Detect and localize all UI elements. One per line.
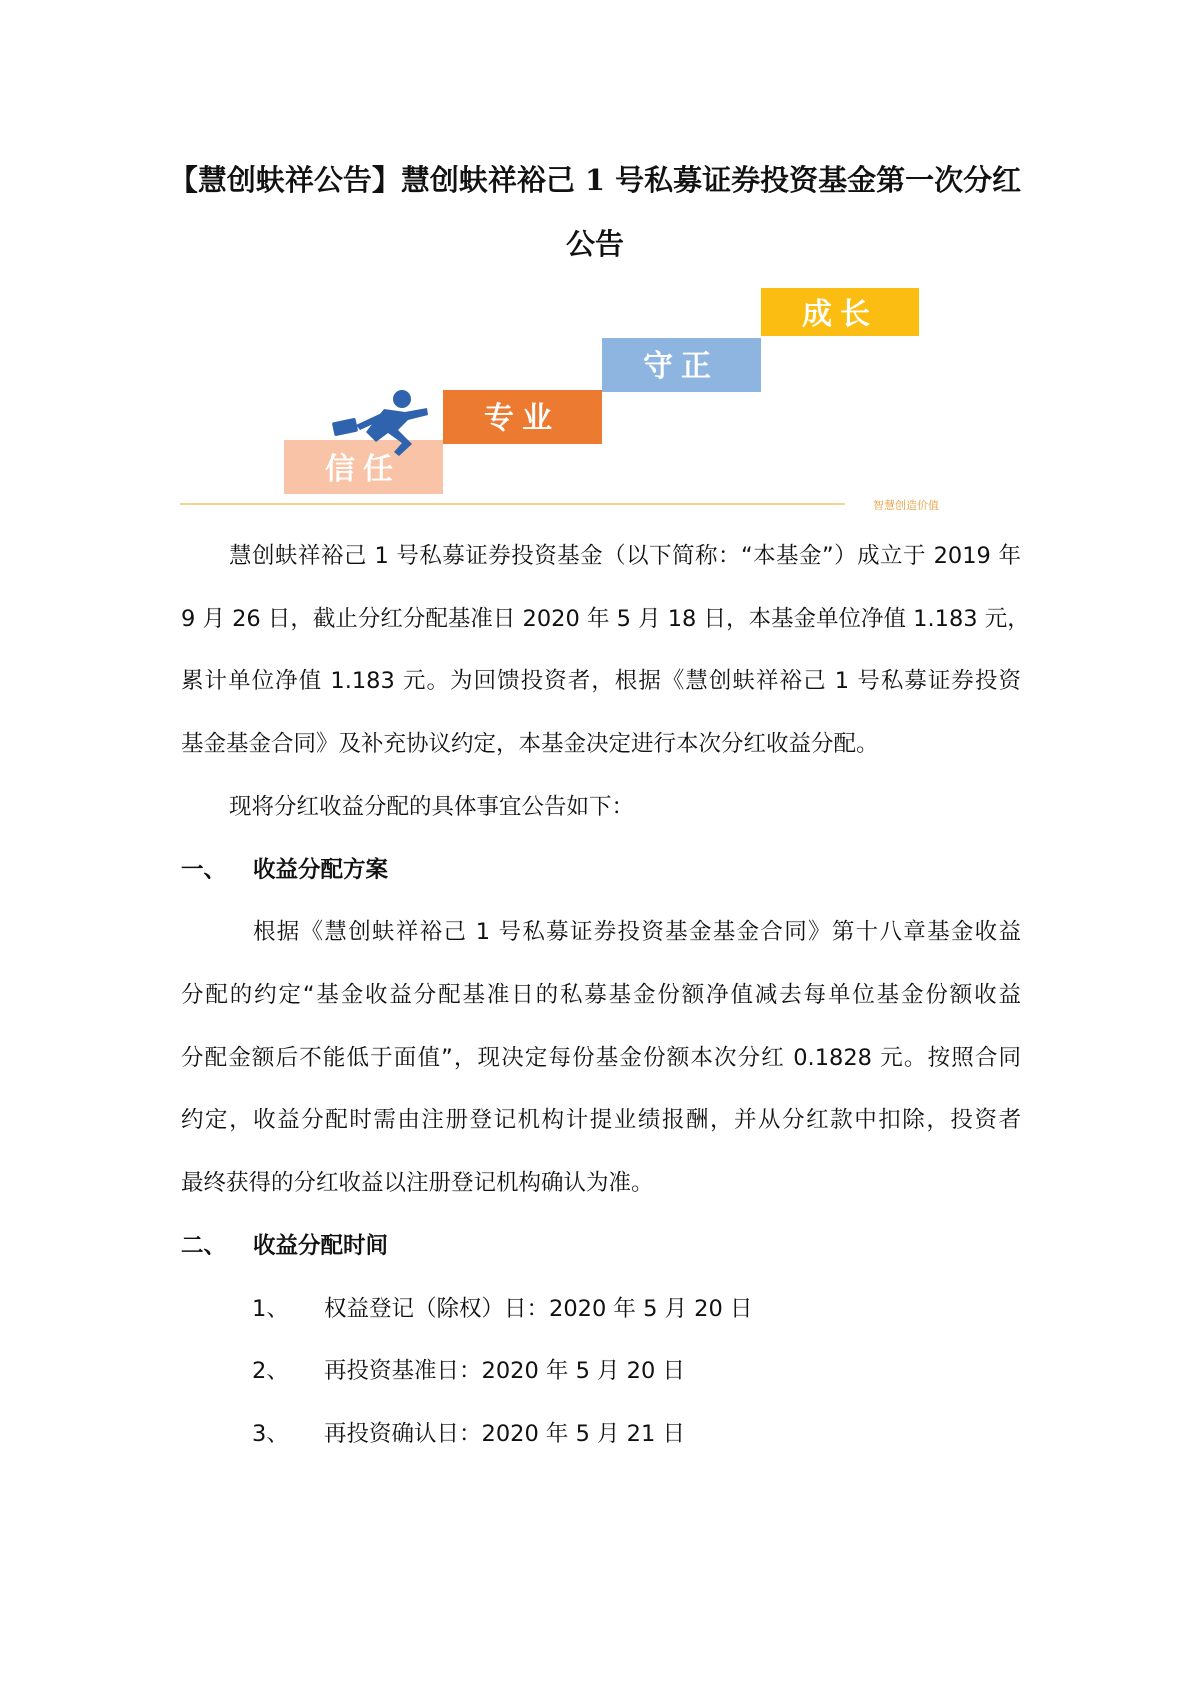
- section-1-line-3: 分配金额后不能低于面值”，现决定每份基金份额本次分红 0.1828 元。按照合同: [181, 1045, 1021, 1071]
- banner-graphic: [180, 282, 1010, 510]
- document-title-line1: 【慧创蚨祥公告】慧创蚨祥裕己 1 号私募证券投资基金第一次分红: [168, 163, 1022, 197]
- schedule-item-2-text: 再投资基准日：2020 年 5 月 20 日: [324, 1358, 685, 1384]
- intro-line-2: 9 月 26 日，截止分红分配基准日 2020 年 5 月 18 日，本基金单位净值 1.183 元，: [181, 606, 1030, 632]
- schedule-item-2-number: 2、: [252, 1358, 289, 1384]
- intro-line-4: 基金基金合同》及补充协议约定，本基金决定进行本次分红收益分配。: [181, 731, 879, 757]
- banner-tagline: 智慧创造价值: [873, 499, 939, 510]
- step-professional-label: 专业: [484, 401, 560, 436]
- section-2-heading: [181, 1228, 388, 1260]
- schedule-item-1-number: 1、: [252, 1296, 289, 1322]
- section-1-line-1: 根据《慧创蚨祥裕己 1 号私募证券投资基金基金合同》第十八章基金收益: [253, 919, 1021, 945]
- section-1-line-5: 最终获得的分红收益以注册登记机构确认为准。: [181, 1170, 654, 1196]
- section-1-heading: [181, 852, 388, 884]
- schedule-item-3-number: 3、: [252, 1421, 289, 1447]
- section-1-line-4: 约定，收益分配时需由注册登记机构计提业绩报酬，并从分红款中扣除，投资者: [181, 1107, 1021, 1133]
- section-1-line-2: 分配的约定“基金收益分配基准日的私募基金份额净值减去每单位基金份额收益: [181, 982, 1021, 1008]
- intro-line-3: 累计单位净值 1.183 元。为回馈投资者，根据《慧创蚨祥裕己 1 号私募证券投资: [181, 668, 1021, 694]
- section-1-title: 收益分配方案: [253, 857, 389, 883]
- section-2-title: 收益分配时间: [253, 1233, 389, 1259]
- schedule-item-2: [252, 1353, 685, 1385]
- schedule-item-3: [252, 1416, 685, 1448]
- schedule-item-1: [252, 1291, 752, 1323]
- schedule-item-3-text: 再投资确认日：2020 年 5 月 21 日: [324, 1421, 685, 1447]
- section-1-number: 一、: [181, 857, 227, 883]
- section-2-number: 二、: [181, 1233, 227, 1259]
- schedule-item-1-text: 权益登记（除权）日：2020 年 5 月 20 日: [324, 1296, 753, 1322]
- step-trust-label: 信任: [325, 452, 401, 487]
- intro-lead: 现将分红收益分配的具体事宜公告如下：: [229, 794, 635, 820]
- document-title-line2: 公告: [565, 227, 624, 261]
- step-growth-label: 成长: [802, 297, 878, 332]
- intro-line-1: 慧创蚨祥裕己 1 号私募证券投资基金（以下简称：“本基金”）成立于 2019 年: [229, 543, 1021, 569]
- step-integrity-label: 守正: [643, 349, 719, 384]
